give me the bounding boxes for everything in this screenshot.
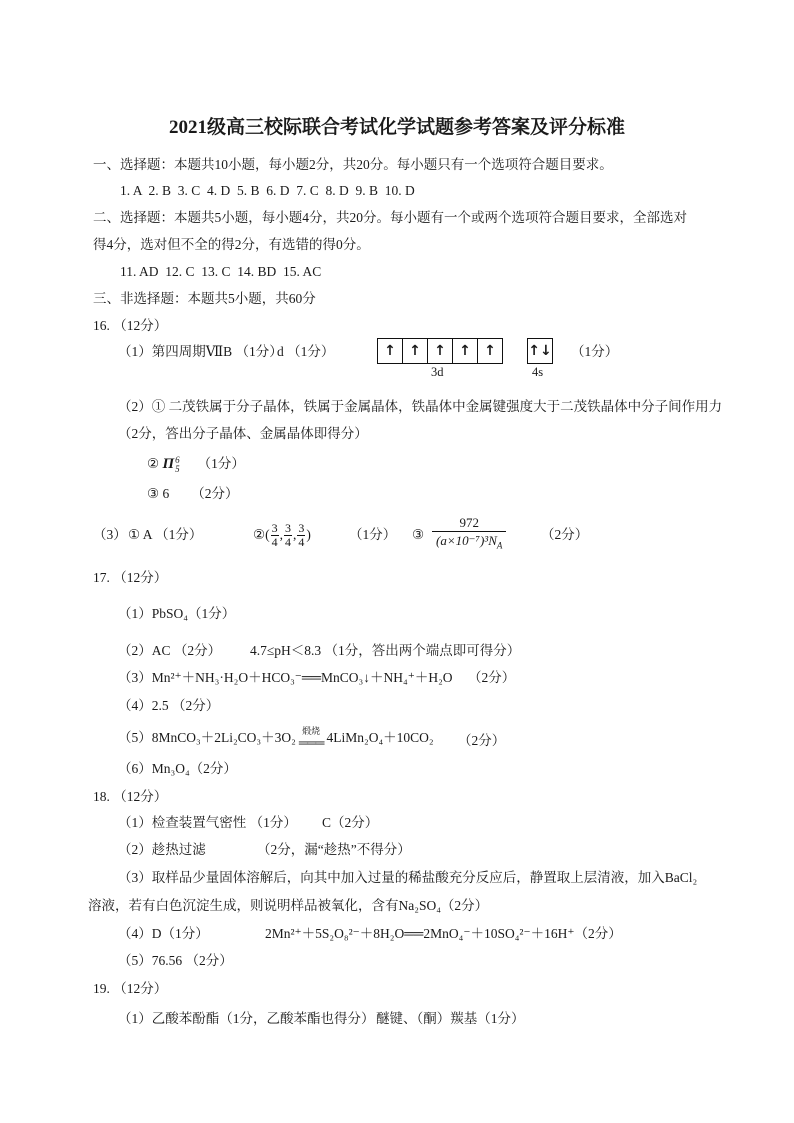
density-fraction [436, 514, 502, 555]
coord-x-fraction [271, 522, 279, 549]
q18-p2-b: （2分，漏“趁热”不得分） [257, 842, 411, 857]
coord-z-fraction [297, 522, 305, 549]
orbital-box: ↑ [428, 338, 453, 364]
q16-p2-sub3-score: （2分） [191, 486, 239, 501]
q19-p1-b: 醚键、（酮）羰基（1分） [376, 1011, 525, 1026]
fraction-numerator: 3 [284, 521, 291, 536]
density-denominator [436, 532, 502, 555]
q16-p3-b-score: （1分） [349, 527, 397, 542]
q17-p3-score: （2分） [468, 670, 516, 685]
fraction-denominator: 4 [298, 535, 305, 550]
part2-heading-line2: 得4分，选对但不全的得2分，有选错的得0分。 [93, 237, 370, 252]
orbital-box: ↑ [478, 338, 503, 364]
orbital-3d-label: 3d [431, 365, 444, 379]
q17-p3-equation: （3）Mn²⁺＋NH₃·H₂O＋HCO₃⁻══MnCO₃↓＋NH₄⁺＋H₂O [118, 670, 453, 685]
q17-p5-rhs: 4LiMn₂O₄＋10CO₂ [326, 730, 434, 745]
part3-heading: 三、非选择题：本题共5小题，共60分 [93, 291, 316, 306]
q18-p4-a: （4）D（1分） [118, 926, 209, 941]
avogadro-subscript: A [496, 540, 503, 551]
q16-p2-line2: （2分，答出分子晶体、金属晶体即得分） [118, 426, 368, 441]
orbital-box: ↑ [403, 338, 428, 364]
coord-y-fraction [284, 522, 292, 549]
q16-p3-b-mark: ② [253, 527, 266, 542]
reaction-condition [299, 727, 324, 750]
coord-close: ) [306, 527, 311, 542]
avogadro-symbol: N [488, 533, 497, 548]
q16-p2-sub3-text: ③ 6 [147, 486, 170, 501]
fraction-numerator: 3 [271, 521, 278, 536]
pi-bond-electrons: 6 [175, 454, 180, 465]
coord-open: ( [265, 527, 270, 542]
q16-p2-sub2-mark: ② [147, 456, 160, 471]
q16-p3-a: ① A （1分） [128, 527, 203, 542]
q16-header: 16. （12分） [93, 318, 168, 333]
q17-p1: （1）PbSO₄（1分） [118, 606, 236, 621]
orbital-box: ↑ [377, 338, 403, 364]
page-title: 2021级高三校际联合考试化学试题参考答案及评分标准 [168, 117, 625, 138]
q17-p5-equation [118, 726, 434, 750]
q16-p2-line1: （2）① 二茂铁属于分子晶体，铁属于金属晶体，铁晶体中金属键强度大于二茂铁晶体中分子间作用力 [118, 399, 723, 414]
pi-bond-centers: 5 [175, 463, 180, 474]
equals-sign: ═══ [298, 735, 324, 750]
q16-p3-label: （3） [93, 527, 127, 542]
q18-p5: （5）76.56 （2分） [118, 953, 233, 968]
fraction-denominator: 4 [284, 535, 291, 550]
q18-p3-line2: 溶液，若有白色沉淀生成，则说明样品被氧化，含有Na₂SO₄（2分） [88, 898, 489, 913]
density-numerator: 972 [432, 514, 506, 532]
q17-header: 17. （12分） [93, 570, 168, 585]
q19-p1-a: （1）乙酸苯酚酯（1分，乙酸苯酯也得分） [118, 1011, 375, 1026]
q18-p2-a: （2）趁热过滤 [118, 842, 206, 857]
part2-heading-line1: 二、选择题：本题共5小题，每小题4分，共20分。每小题有一个或两个选项符合题目要求，全部选对 [93, 210, 687, 225]
q18-p1-a: （1）检查装置气密性 （1分） [118, 815, 297, 830]
orbital-box: ↑ [453, 338, 478, 364]
part2-answers: 11. AD 12. C 13. C 14. BD 15. AC [120, 264, 322, 279]
q18-p4-b: 2Mn²⁺＋5S₂O₈²⁻＋8H₂O══2MnO₄⁻＋10SO₄²⁻＋16H⁺（2分） [265, 926, 622, 941]
q19-header: 19. （12分） [93, 981, 168, 996]
q16-p2-sub2-score: （1分） [197, 456, 245, 471]
pi-bond-indices [175, 456, 180, 474]
q17-p2-b: 4.7≤pH＜8.3 （1分，答出两个端点即可得分） [250, 643, 521, 658]
part1-answers: 1. A 2. B 3. C 4. D 5. B 6. D 7. C 8. D 9. B 10. D [120, 183, 415, 198]
q16-p3-c-mark: ③ [412, 527, 425, 542]
q16-p3-b [253, 519, 311, 551]
q17-p2-a: （2）AC （2分） [118, 643, 222, 658]
fraction-numerator: 3 [298, 521, 305, 536]
pi-bond-symbol: Π [162, 456, 175, 472]
q17-p6: （6）Mn₃O₄（2分） [118, 761, 237, 776]
q17-p4: （4）2.5 （2分） [118, 698, 220, 713]
q18-header: 18. （12分） [93, 789, 168, 804]
orbital-4s-label: 4s [532, 365, 544, 379]
denominator-volume: (a×10⁻⁷)³ [436, 533, 489, 548]
coord-sep: , [292, 527, 297, 542]
condition-text: 煅烧 [302, 726, 321, 736]
orbital-box: ↑↓ [527, 338, 553, 364]
q16-p1-score: （1分） [571, 344, 619, 359]
orbital-3d-boxes [377, 338, 503, 364]
q16-p2-sub2 [147, 455, 245, 474]
q16-p1-answer-a: （1）第四周期ⅦB （1分） [118, 344, 283, 359]
q18-p3-line1: （3）取样品少量固体溶解后，向其中加入过量的稀盐酸充分反应后，静置取上层清液，加入BaCl₂ [118, 870, 698, 885]
part1-heading: 一、选择题：本题共10小题，每小题2分，共20分。每小题只有一个选项符合题目要求。 [93, 157, 613, 172]
q16-p1-answer-b: d （1分） [277, 344, 335, 359]
q16-p2-sub3 [147, 485, 238, 503]
q18-p1-b: C（2分） [322, 815, 379, 830]
q17-p5-score: （2分） [458, 733, 506, 748]
orbital-4s-box [527, 338, 553, 364]
fraction-denominator: 4 [271, 535, 278, 550]
q16-p3-c-score: （2分） [541, 527, 589, 542]
q17-p5-lhs: （5）8MnCO₃＋2Li₂CO₃＋3O₂ [118, 730, 296, 745]
coord-sep: , [279, 527, 283, 542]
